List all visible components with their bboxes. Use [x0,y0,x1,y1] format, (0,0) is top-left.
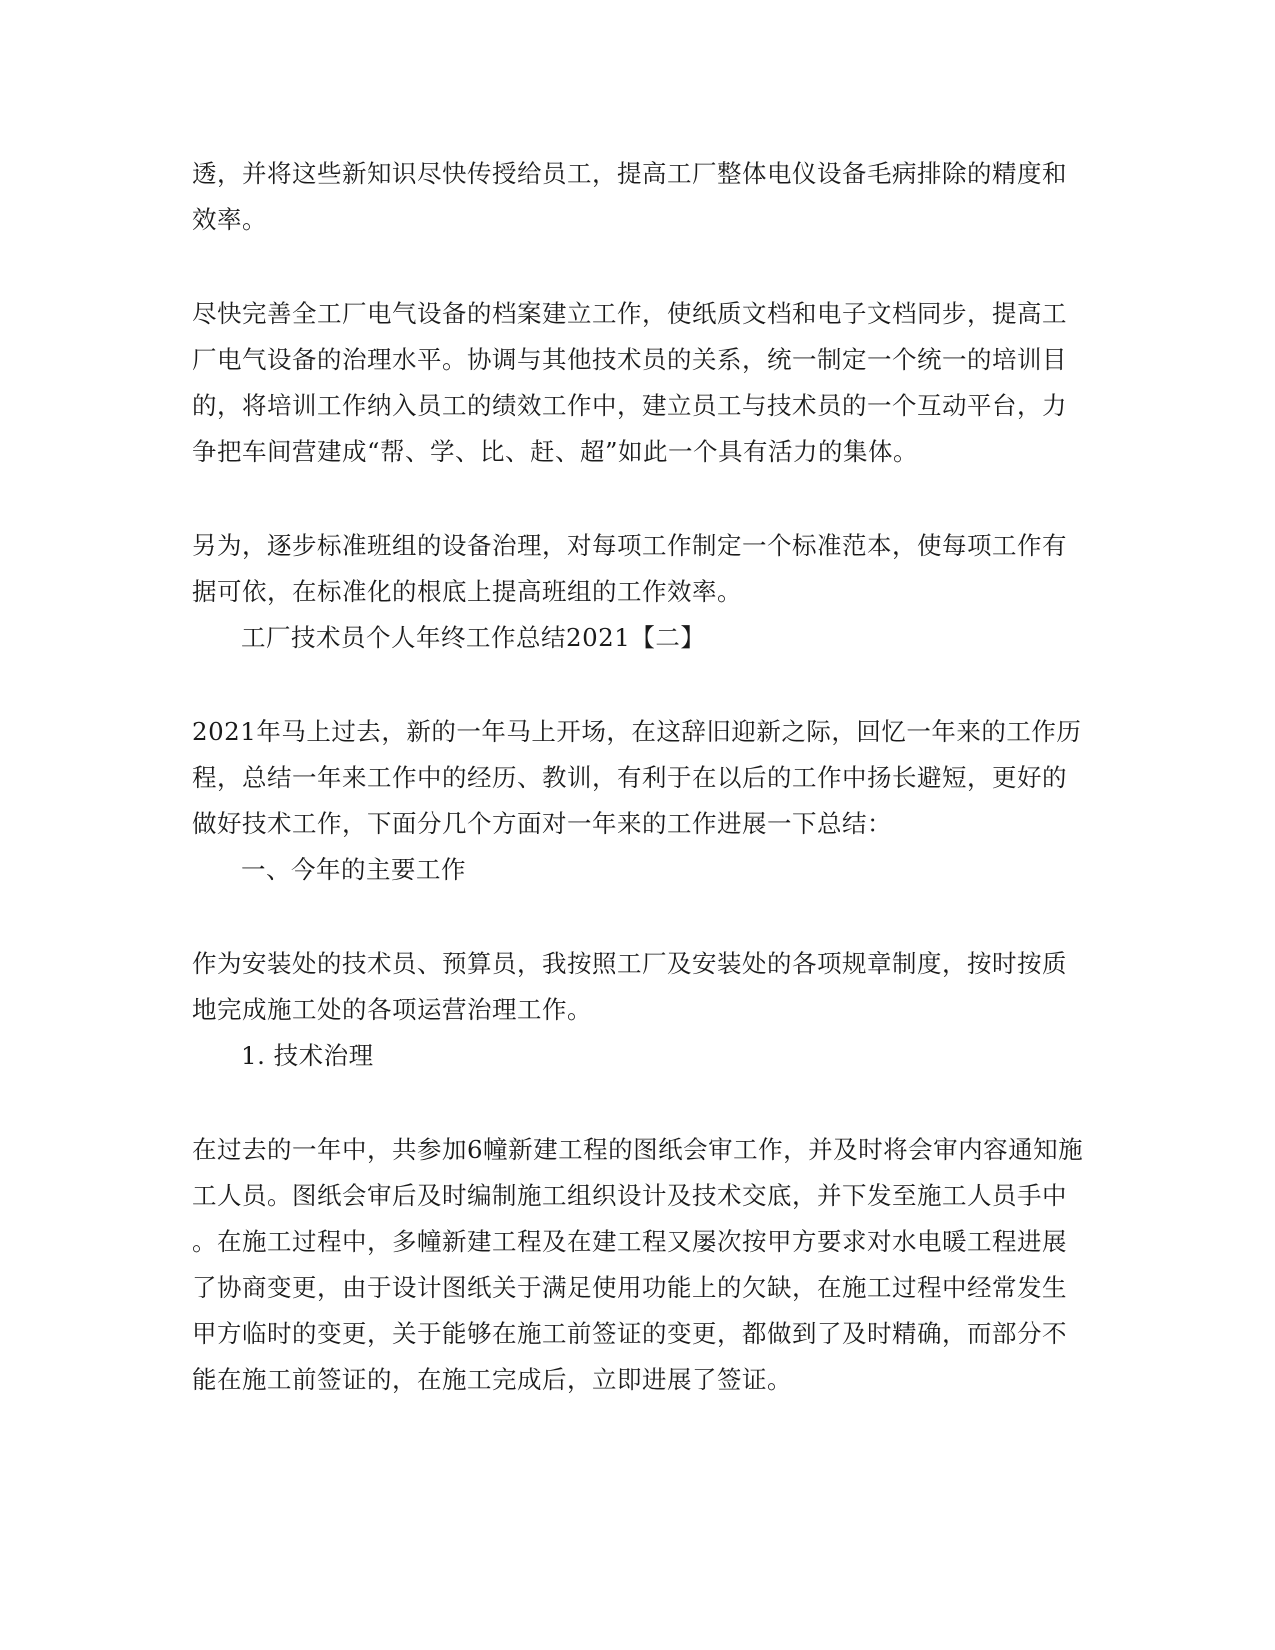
text-line: 甲方临时的变更，关于能够在施工前签证的变更，都做到了及时精确，而部分不 [192,1319,1067,1348]
text-line: 地完成施工处的各项运营治理工作。 [192,995,592,1024]
text-line: 了协商变更，由于设计图纸关于满足使用功能上的欠缺，在施工过程中经常发生 [192,1273,1067,1302]
text-line: 能在施工前签证的，在施工完成后，立即进展了签证。 [192,1365,792,1394]
text-line: 的，将培训工作纳入员工的绩效工作中，建立员工与技术员的一个互动平台，力 [192,391,1067,420]
text-line: 2021年马上过去，新的一年马上开场，在这辞旧迎新之际，回忆一年来的工作历 [192,717,1082,746]
section-title: 工厂技术员个人年终工作总结2021【二】 [241,623,706,652]
text-line: 尽快完善全工厂电气设备的档案建立工作，使纸质文档和电子文档同步，提高工 [192,299,1067,328]
text-line: 做好技术工作，下面分几个方面对一年来的工作进展一下总结： [192,809,892,838]
text-line: 。在施工过程中，多幢新建工程及在建工程又屡次按甲方要求对水电暖工程进展 [192,1227,1067,1256]
text-line: 据可依，在标准化的根底上提高班组的工作效率。 [192,577,742,606]
heading: 一、今年的主要工作 [241,855,466,884]
text-line: 作为安装处的技术员、预算员，我按照工厂及安装处的各项规章制度，按时按质 [192,949,1067,978]
text-line: 程，总结一年来工作中的经历、教训，有利于在以后的工作中扬长避短，更好的 [192,763,1067,792]
subheading: 1. 技术治理 [241,1041,374,1070]
text-line: 工人员。图纸会审后及时编制施工组织设计及技术交底，并下发至施工人员手中 [192,1181,1067,1210]
text-line: 透，并将这些新知识尽快传授给员工，提高工厂整体电仪设备毛病排除的精度和 [192,159,1067,188]
text-line: 厂电气设备的治理水平。协调与其他技术员的关系，统一制定一个统一的培训目 [192,345,1067,374]
text-line: 在过去的一年中，共参加6幢新建工程的图纸会审工作，并及时将会审内容通知施 [192,1135,1084,1164]
text-line: 效率。 [192,205,267,234]
text-line: 争把车间营建成“帮、学、比、赶、超”如此一个具有活力的集体。 [192,437,919,466]
text-line: 另为，逐步标准班组的设备治理，对每项工作制定一个标准范本，使每项工作有 [192,531,1067,560]
